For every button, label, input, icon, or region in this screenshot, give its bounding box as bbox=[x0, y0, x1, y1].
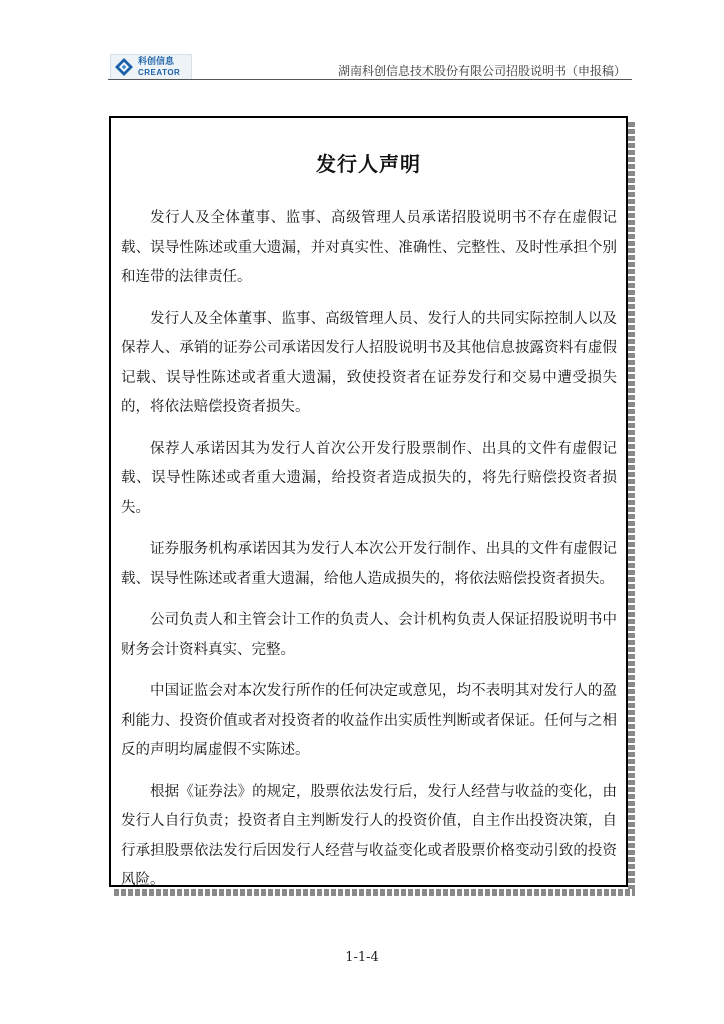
logo-english-text: CREATOR bbox=[138, 67, 181, 77]
page-header bbox=[108, 50, 632, 80]
declaration-body bbox=[121, 204, 617, 908]
declaration-paragraph-3: 保荐人承诺因其为发行人首次公开发行股票制作、出具的文件有虚假记载、误导性陈述或者重大遗漏，给投资者造成损失的，将先行赔偿投资者损失。 bbox=[121, 440, 617, 516]
logo-chinese-text: 科创信息 bbox=[138, 56, 175, 67]
declaration-paragraph-1: 发行人及全体董事、监事、高级管理人员承诺招股说明书不存在虚假记载、误导性陈述或重大遗漏，并对真实性、准确性、完整性、及时性承担个别和连带的法律责任。 bbox=[121, 210, 617, 285]
company-logo bbox=[110, 54, 192, 80]
declaration-frame bbox=[109, 116, 628, 887]
declaration-paragraph-6: 中国证监会对本次发行所作的任何决定或意见，均不表明其对发行人的盈利能力、投资价值或者对投资者的收益作出实质性判断或者保证。任何与之相反的声明均属虚假不实陈述。 bbox=[121, 683, 617, 758]
declaration-paragraph-2: 发行人及全体董事、监事、高级管理人员、发行人的共同实际控制人以及保荐人、承销的证券公司承诺因发行人招股说明书及其他信息披露资料有虚假记载、误导性陈述或者重大遗漏，致使投资者在证券发行和交易中遭受损失的，将依法赔偿投资者损失。 bbox=[121, 310, 617, 415]
frame-shadow-right bbox=[628, 122, 635, 896]
header-divider bbox=[108, 79, 632, 80]
page-number: 1-1-4 bbox=[345, 950, 379, 965]
document-header-title: 湖南科创信息技术股份有限公司招股说明书（申报稿） bbox=[337, 64, 626, 78]
declaration-title: 发行人声明 bbox=[316, 152, 421, 176]
declaration-paragraph-7: 根据《证券法》的规定，股票依法发行后，发行人经营与收益的变化，由发行人自行负责；投资者自主判断发行人的投资价值，自主作出投资决策，自行承担股票依法发行后因发行人经营与收益变化或者股票价格变动引致的投资风险。 bbox=[121, 783, 617, 888]
logo-wordmark bbox=[138, 58, 180, 77]
declaration-paragraph-5: 公司负责人和主管会计工作的负责人、会计机构负责人保证招股说明书中财务会计资料真实、完整。 bbox=[121, 612, 617, 658]
logo-diamond-icon bbox=[113, 56, 135, 78]
declaration-paragraph-4: 证券服务机构承诺因其为发行人本次公开发行制作、出具的文件有虚假记载、误导性陈述或者重大遗漏，给他人造成损失的，将依法赔偿投资者损失。 bbox=[121, 541, 617, 587]
